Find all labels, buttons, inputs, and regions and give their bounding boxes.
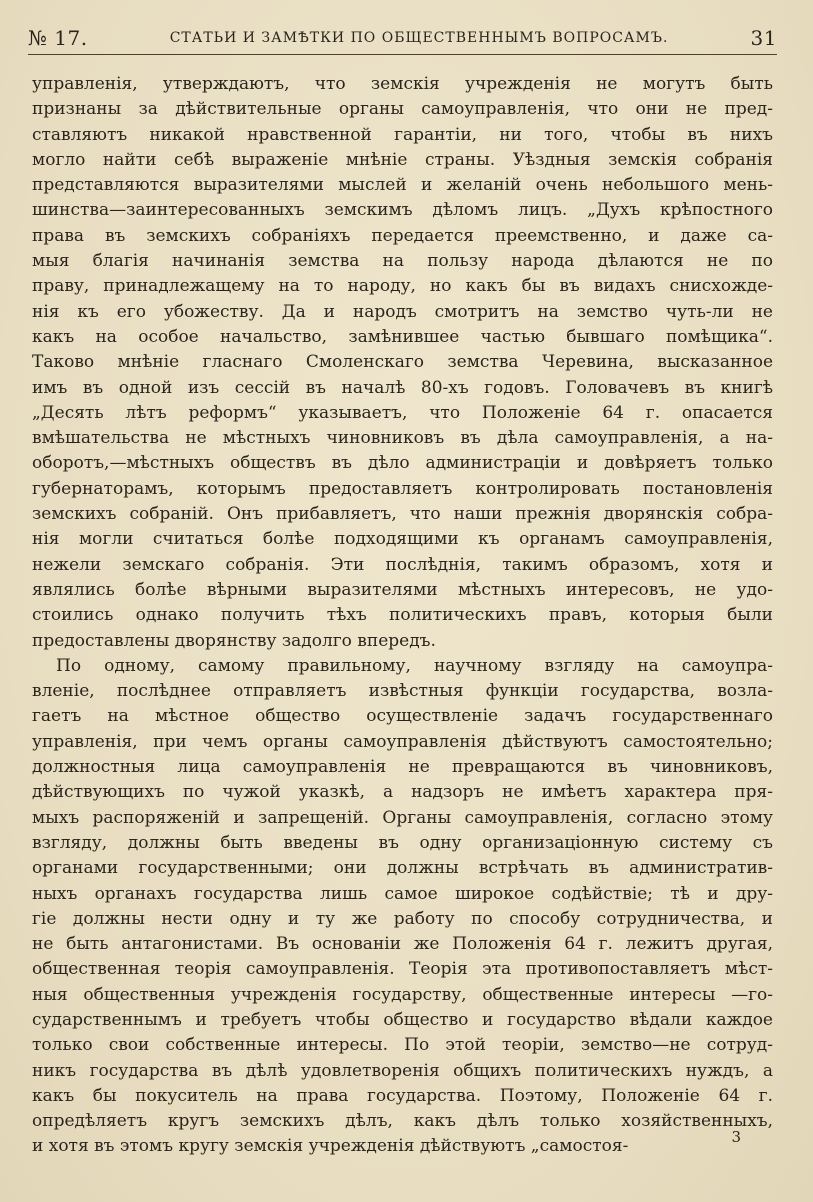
text-line: могло найти себѣ выраженіе мнѣніе страны. Уѣздныя земскія собранія — [32, 149, 773, 170]
text-line: опредѣляетъ кругъ земскихъ дѣлъ, какъ дѣлъ только хозяйственныхъ, — [32, 1111, 773, 1132]
text-line: нія къ его убожеству. Да и народъ смотритъ на земство чуть-ли не — [32, 301, 773, 322]
text-line: дѣйствующихъ по чужой указкѣ, а надзоръ не имѣетъ характера пря- — [32, 782, 773, 803]
text-line: „Десять лѣтъ реформъ“ указываетъ, что Положеніе 64 г. опасается — [32, 402, 773, 423]
text-line: предоставлены дворянству задолго впередъ. — [32, 630, 436, 651]
text-line: права въ земскихъ собраніяхъ передается преемственно, и даже са- — [32, 225, 773, 246]
text-line: губернаторамъ, которымъ предоставляетъ контролировать постановленія — [32, 478, 773, 499]
text-line: ныхъ органахъ государства лишь самое широкое содѣйствіе; тѣ и дру- — [32, 883, 773, 904]
text-line: управленія, утверждаютъ, что земскія учрежденія не могутъ быть — [32, 74, 773, 94]
text-line: признаны за дѣйствительные органы самоуправленія, что они не пред- — [32, 99, 773, 120]
text-line: должностныя лица самоуправленія не превращаются въ чиновниковъ, — [32, 757, 773, 778]
body-text — [32, 72, 773, 1160]
text-line: вленіе, послѣднее отправляетъ извѣстныя функціи государства, возла- — [32, 681, 773, 702]
text-line: представляются выразителями мыслей и желаній очень небольшого мень- — [32, 175, 773, 196]
text-line: взгляду, должны быть введены въ одну организаціонную систему съ — [32, 832, 773, 853]
text-line: и хотя въ этомъ кругу земскія учрежденія дѣйствуютъ „самостоя- — [32, 1136, 629, 1157]
text-line: какъ бы покуситель на права государства. Поэтому, Положеніе 64 г. — [32, 1085, 773, 1106]
paragraph — [32, 72, 773, 654]
text-line: общественная теорія самоуправленія. Теорія эта противопоставляетъ мѣст- — [32, 959, 773, 980]
text-line: никъ государства въ дѣлѣ удовлетворенія общихъ политическихъ нуждъ, а — [32, 1060, 773, 1081]
text-line: мыхъ распоряженій и запрещеній. Органы самоуправленія, согласно этому — [32, 807, 773, 828]
text-line: земскихъ собраній. Онъ прибавляетъ, что наши прежнія дворянскія собра- — [32, 504, 773, 525]
printer-signature-mark: 3 — [731, 1128, 741, 1146]
text-line: только свои собственные интересы. По этой теоріи, земство—не сотруд- — [32, 1035, 773, 1056]
text-line: какъ на особое начальство, замѣнившее частью бывшаго помѣщика“. — [32, 326, 773, 347]
text-line: нежели земскаго собранія. Эти послѣднія, такимъ образомъ, хотя и — [32, 554, 773, 575]
paragraph — [32, 654, 773, 1160]
issue-number: № 17. — [28, 26, 88, 50]
text-line: управленія, при чемъ органы самоуправленія дѣйствуютъ самостоятельно; — [32, 731, 773, 752]
text-line: нія могли считаться болѣе подходящими къ органамъ самоуправленія, — [32, 529, 773, 550]
text-line: праву, принадлежащему на то народу, но какъ бы въ видахъ снисхожде- — [32, 276, 773, 297]
text-line: стоились однако получить тѣхъ политическихъ правъ, которыя были — [32, 605, 773, 626]
text-line: органами государственными; они должны встрѣчать въ административ- — [32, 858, 773, 879]
text-line: ставляютъ никакой нравственной гарантіи, ни того, чтобы въ нихъ — [32, 124, 773, 145]
text-line: мыя благія начинанія земства на пользу народа дѣлаются не по — [32, 251, 773, 272]
text-line: По одному, самому правильному, научному взгляду на самоупра- — [56, 655, 773, 676]
text-line: имъ въ одной изъ сессій въ началѣ 80-хъ годовъ. Головачевъ въ книгѣ — [32, 377, 773, 398]
text-line: шинства—заинтересованныхъ земскимъ дѣломъ лицъ. „Духъ крѣпостного — [32, 200, 773, 221]
text-line: гаетъ на мѣстное общество осуществленіе задачъ государственнаго — [32, 706, 773, 727]
running-title: СТАТЬИ И ЗАМѢТКИ ПО ОБЩЕСТВЕННЫМЪ ВОПРОСАМЪ. — [169, 30, 669, 46]
text-line: ныя общественныя учрежденія государству, общественные интересы —го- — [32, 984, 773, 1005]
page-number: 31 — [750, 26, 777, 50]
text-line: оборотъ,—мѣстныхъ обществъ въ дѣло администраціи и довѣряетъ только — [32, 453, 773, 474]
text-line: Таково мнѣніе гласнаго Смоленскаго земства Черевина, высказанное — [32, 352, 773, 373]
text-line: сударственнымъ и требуетъ чтобы общество и государство вѣдали каждое — [32, 1009, 773, 1030]
text-line: вмѣшательства не мѣстныхъ чиновниковъ въ дѣла самоуправленія, а на- — [32, 428, 773, 449]
text-line: не быть антагонистами. Въ основаніи же Положенія 64 г. лежитъ другая, — [32, 934, 773, 955]
page-header — [28, 22, 777, 55]
text-line: являлись болѣе вѣрными выразителями мѣстныхъ интересовъ, не удо- — [32, 579, 773, 600]
text-line: гіе должны нести одну и ту же работу по способу сотрудничества, и — [32, 908, 773, 929]
